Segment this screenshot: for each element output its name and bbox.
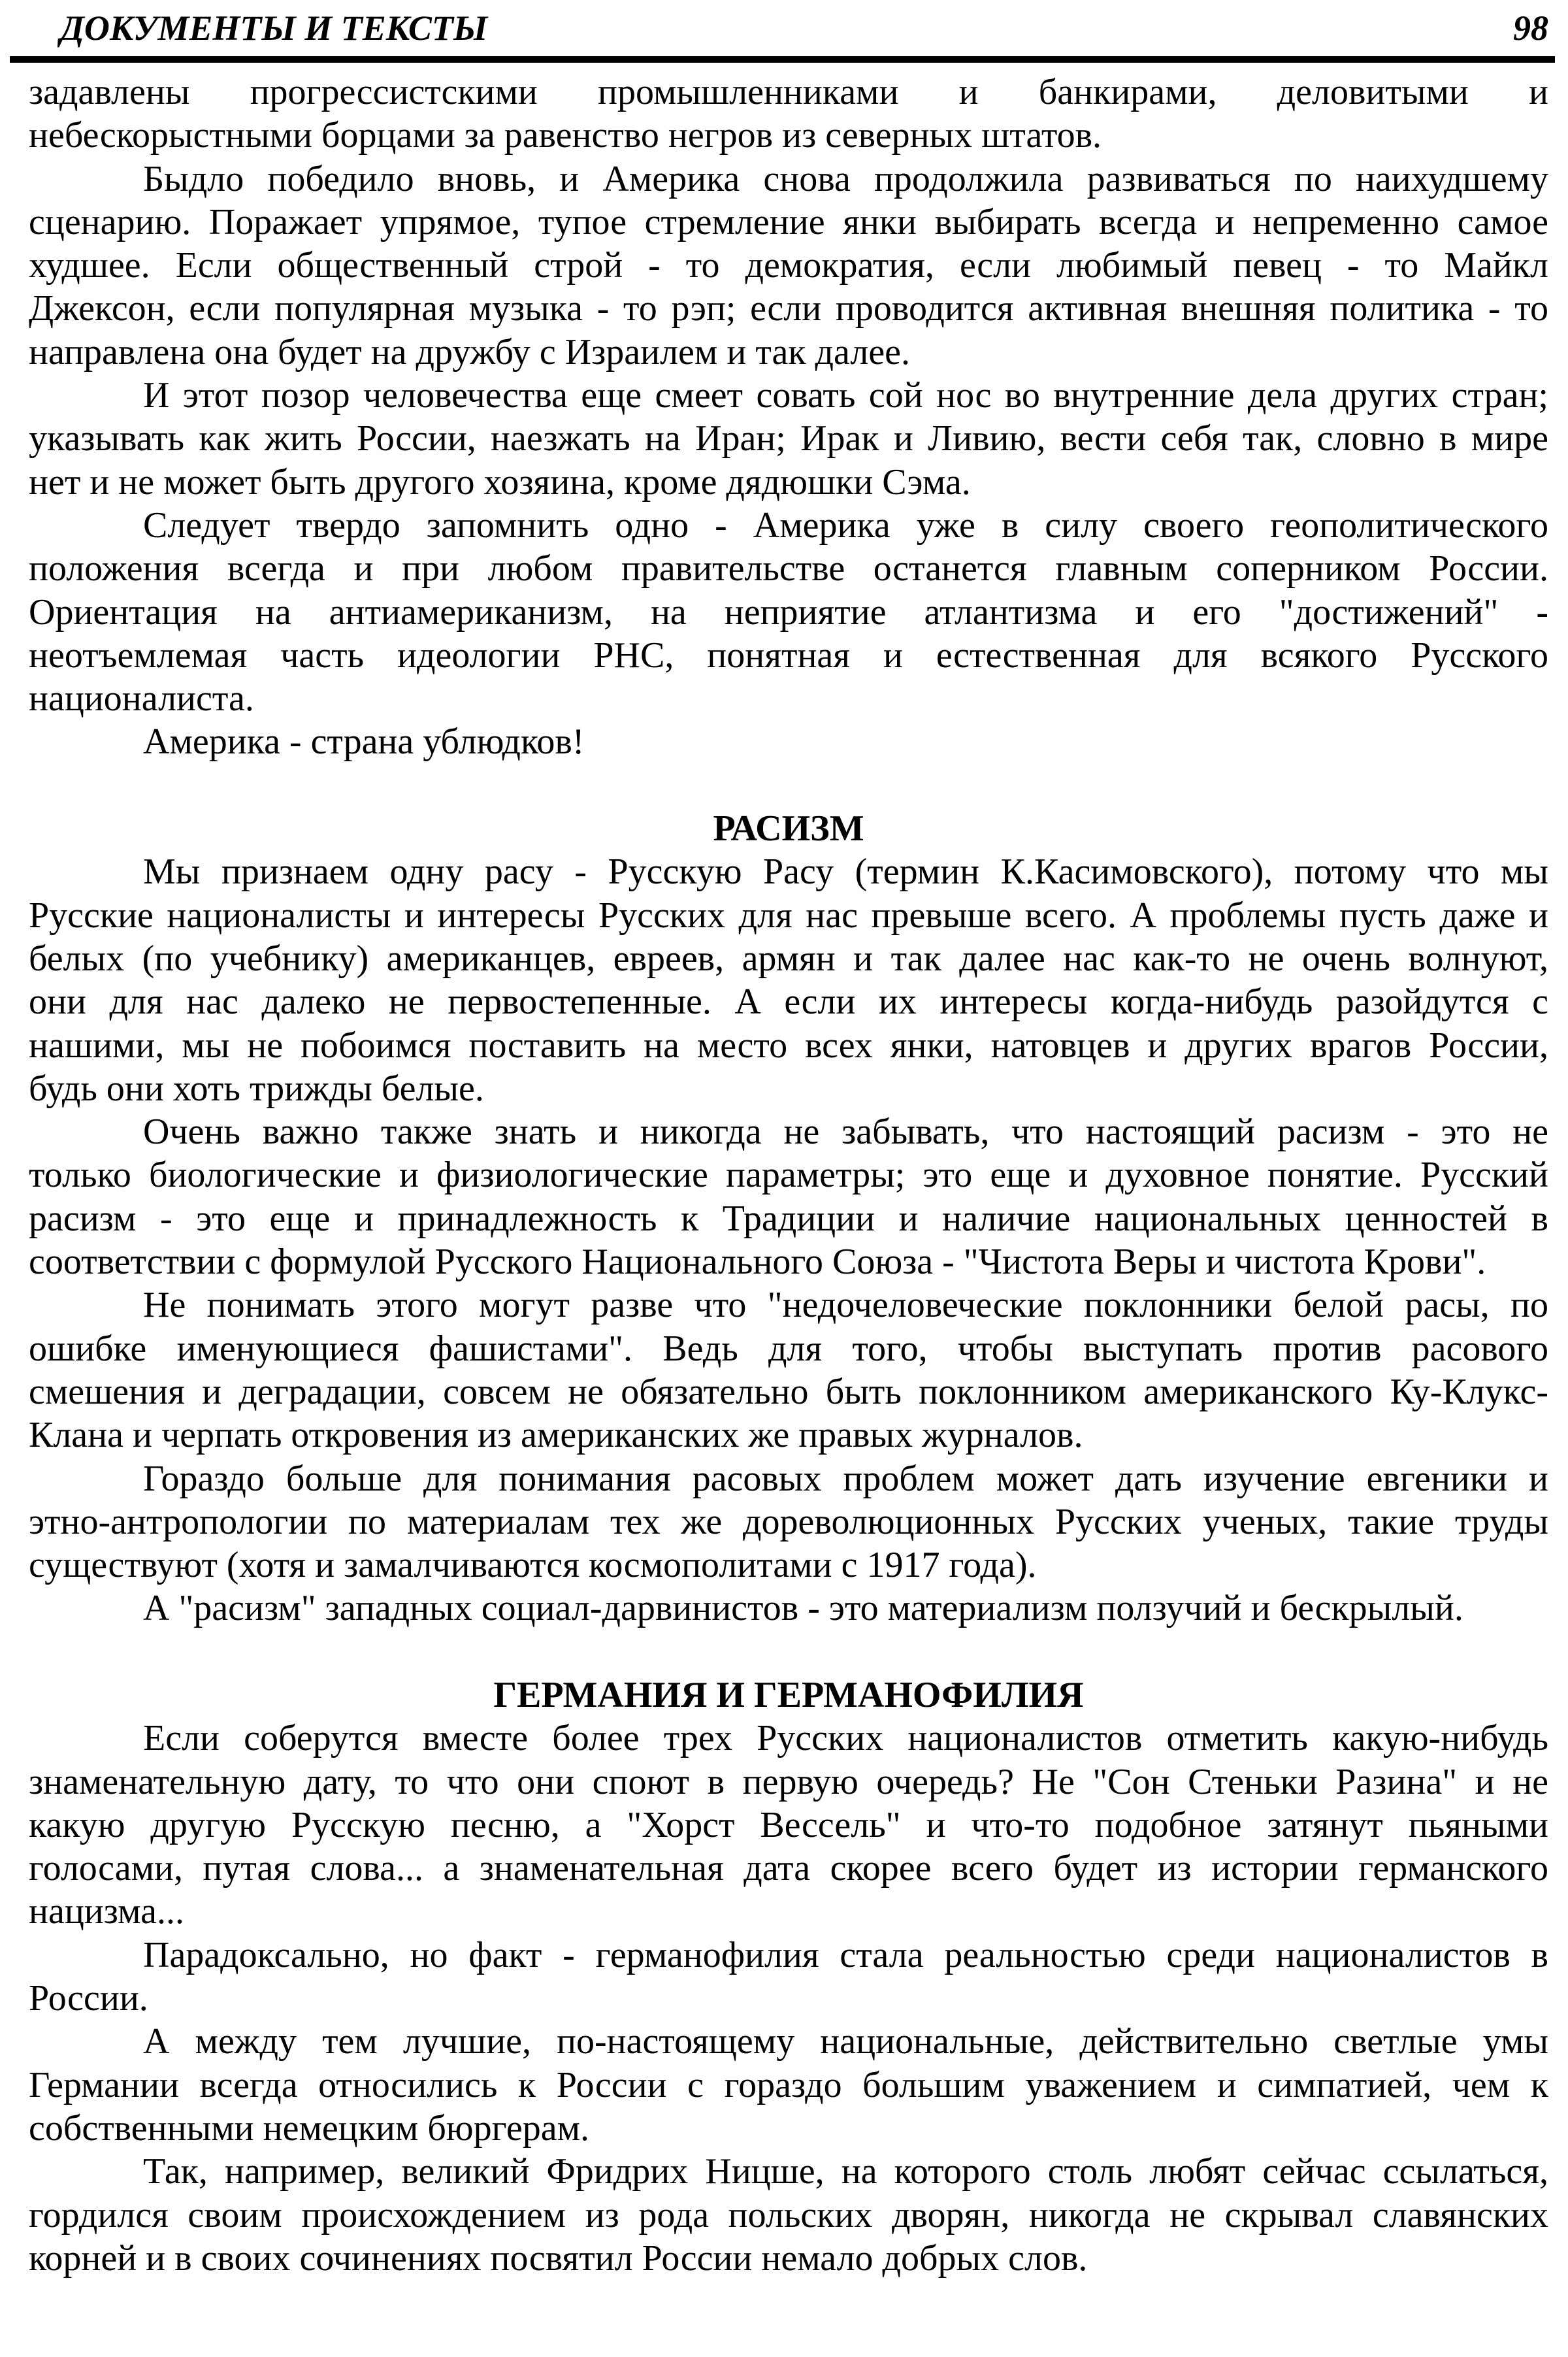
text-line: неотъемлемая часть идеологии РНС, понятная и естественная для всякого Русского (29, 635, 1548, 676)
text-line: нашими, мы не побоимся поставить на место всех янки, натовцев и других врагов России, (29, 1025, 1548, 1066)
paragraph (29, 71, 1548, 157)
text-line: соответствии с формулой Русского Национального Союза - "Чистота Веры и чистота Крови". (29, 1242, 1486, 1283)
text-line: Быдло победило вновь, и Америка снова продолжила развиваться по наихудшему (143, 158, 1548, 199)
text-line: сценарию. Поражает упрямое, тупое стремление янки выбирать всегда и непременно самое (29, 201, 1548, 242)
text-line: Парадоксально, но факт - германофилия стала реальностью среди националистов в (143, 1934, 1548, 1975)
page-number: 98 (1513, 8, 1548, 48)
text-line: Клана и черпать откровения из американских же правых журналов. (29, 1415, 1083, 1456)
text-line: Мы признаем одну расу - Русскую Расу (термин К.Касимовского), потому что мы (143, 851, 1548, 893)
text-line: России. (29, 1978, 148, 2019)
text-line: указывать как жить России, наезжать на Иран; Ирак и Ливию, вести себя так, словно в мире (29, 418, 1548, 459)
paragraph (29, 374, 1548, 504)
text-line: какую другую Русскую песню, а "Хорст Вессель" и что-то подобное затянут пьяными (29, 1804, 1548, 1845)
text-line: нет и не может быть другого хозяина, кроме дядюшки Сэма. (29, 461, 971, 503)
text-line: гордился своим происхождением из рода польских дворян, никогда не скрывал славянских (29, 2194, 1548, 2235)
text-line: ошибке именующиеся фашистами". Ведь для того, чтобы выступать против расового (29, 1328, 1548, 1369)
paragraph (29, 1110, 1548, 1283)
text-line: Следует твердо запомнить одно - Америка уже в силу своего геополитического (143, 504, 1548, 546)
paragraph (29, 1283, 1548, 1457)
paragraph (29, 1934, 1548, 2020)
text-line: националиста. (29, 678, 254, 719)
text-line: существуют (хотя и замалчиваются космополитами с 1917 года). (29, 1545, 1037, 1586)
section-spacer (29, 1630, 1548, 1673)
header-title: ДОКУМЕНТЫ И ТЕКСТЫ (60, 8, 488, 48)
text-line: знаменательную дату, то что они споют в первую очередь? Не "Сон Стеньки Разина" и не (29, 1761, 1548, 1802)
paragraph (29, 720, 1548, 763)
paragraph (29, 2150, 1548, 2280)
text-line: этно-антропологии по материалам тех же дореволюционных Русских ученых, такие труды (29, 1501, 1548, 1542)
text-line: Джексон, если популярная музыка - то рэп; если проводится активная внешняя политика - то (29, 288, 1548, 329)
text-line: Америка - страна ублюдков! (143, 721, 585, 763)
text-line: расизм - это еще и принадлежность к Традиции и наличие национальных ценностей в (29, 1198, 1548, 1239)
text-line: Не понимать этого могут разве что "недочеловеческие поклонники белой расы, по (143, 1285, 1548, 1326)
text-line: направлена она будет на дружбу с Израилем и так далее. (29, 331, 911, 372)
paragraph (29, 504, 1548, 720)
paragraph (29, 1457, 1548, 1587)
header-rule (10, 56, 1555, 63)
text-line: Если соберутся вместе более трех Русских националистов отметить какую-нибудь (143, 1718, 1548, 1759)
text-line: только биологические и физиологические параметры; это еще и духовное понятие. Русский (29, 1155, 1548, 1196)
paragraph (29, 2020, 1548, 2150)
text-line: положения всегда и при любом правительстве останется главным соперником России. (29, 548, 1548, 589)
text-line: задавлены прогрессистскими промышленниками и банкирами, деловитыми и (29, 72, 1548, 112)
text-line: Русские националисты и интересы Русских для нас превыше всего. А проблемы пусть даже и (29, 895, 1548, 936)
text-line: И этот позор человечества еще смеет совать сой нос во внутренние дела других стран; (143, 375, 1548, 416)
text-line: собственными немецким бюргерам. (29, 2107, 590, 2149)
paragraph (29, 1587, 1548, 1630)
section-heading: ГЕРМАНИЯ И ГЕРМАНОФИЛИЯ (493, 1674, 1084, 1715)
document-body (29, 71, 1548, 2280)
section-heading: РАСИЗМ (713, 808, 864, 849)
text-line: они для нас далеко не первостепенные. А если их интересы когда-нибудь разойдутся с (29, 981, 1548, 1023)
text-line: Германии всегда относились к России с гораздо большим уважением и симпатией, чем к (29, 2064, 1548, 2105)
text-line: корней и в своих сочинениях посвятил России немало добрых слов. (29, 2237, 1088, 2279)
paragraph (29, 1717, 1548, 1933)
text-line: А "расизм" западных социал-дарвинистов - это материализм ползучий и бескрылый. (143, 1588, 1463, 1629)
text-line: будь они хоть трижды белые. (29, 1068, 484, 1109)
text-line: голосами, путая слова... а знаменательная дата скорее всего будет из истории германского (29, 1848, 1548, 1889)
text-line: белых (по учебнику) американцев, евреев, армян и так далее нас как-то не очень волнуют, (29, 938, 1548, 979)
text-line: нацизма... (29, 1891, 184, 1932)
text-line: Гораздо больше для понимания расовых проблем может дать изучение евгеники и (143, 1458, 1548, 1499)
text-line: Очень важно также знать и никогда не забывать, что настоящий расизм - это не (143, 1112, 1548, 1153)
section-spacer (29, 764, 1548, 807)
paragraph (29, 850, 1548, 1110)
text-line: Ориентация на антиамериканизм, на неприятие атлантизма и его "достижений" - (29, 591, 1548, 633)
text-line: небескорыстными борцами за равенство негров из северных штатов. (29, 115, 1102, 156)
text-line: А между тем лучшие, по-настоящему национальные, действительно светлые умы (143, 2021, 1548, 2062)
text-line: смешения и деградации, совсем не обязательно быть поклонником американского Ку-Клукс- (29, 1371, 1548, 1412)
running-header (60, 5, 1548, 51)
paragraph (29, 157, 1548, 374)
text-line: худшее. Если общественный строй - то демократия, если любимый певец - то Майкл (29, 245, 1548, 286)
text-line: Так, например, великий Фридрих Ницше, на которого столь любят сейчас ссылаться, (143, 2151, 1548, 2192)
